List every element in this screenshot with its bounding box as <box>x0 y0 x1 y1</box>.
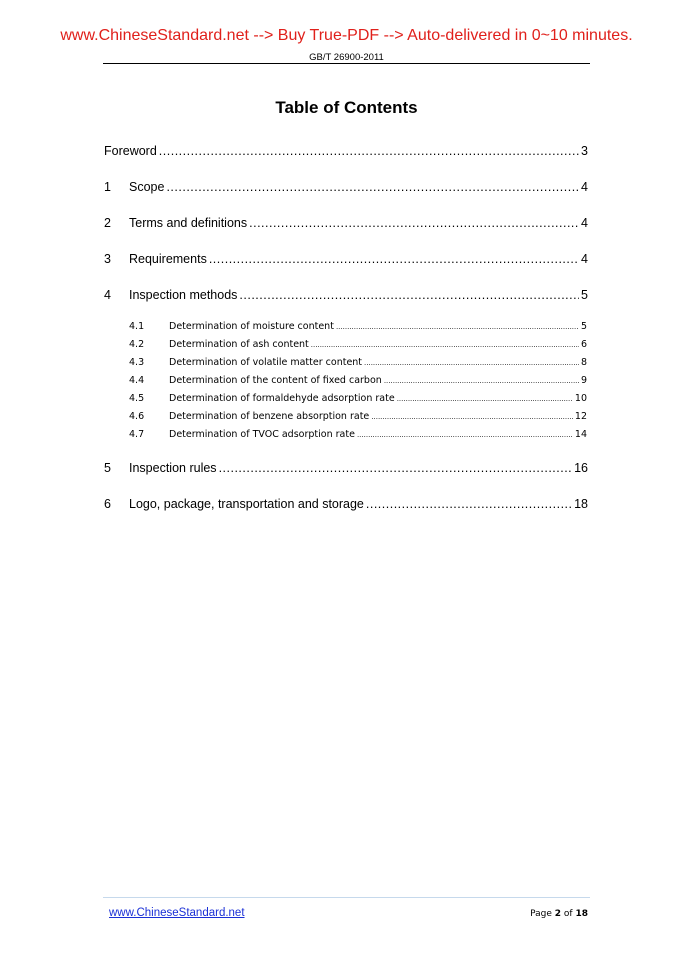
dot-leader <box>219 460 573 476</box>
dot-leader <box>159 143 579 159</box>
toc-subentry-number: 4.4 <box>129 375 145 386</box>
dot-leader <box>366 496 572 512</box>
toc-entry-label: Foreword <box>104 144 157 158</box>
toc-entry-number: 6 <box>104 497 111 511</box>
toc-entry-label: Scope <box>129 180 165 194</box>
dot-leader <box>384 374 579 388</box>
dot-leader <box>209 251 579 267</box>
toc-subentry-number: 4.3 <box>129 357 145 368</box>
dot-leader <box>364 356 579 370</box>
toc-subentry-number: 4.6 <box>129 411 145 422</box>
toc-subentry-number: 4.1 <box>129 321 145 332</box>
page-word: Page <box>530 909 552 919</box>
toc-entry-label: Terms and definitions <box>129 216 248 230</box>
toc-subentry-label: Determination of ash content <box>169 339 309 350</box>
toc-subentry-4-4[interactable] <box>129 374 587 388</box>
toc-entry-inspection-rules[interactable] <box>104 460 588 476</box>
toc-subentry-page: 14 <box>574 429 587 440</box>
toc-subentry-number: 4.7 <box>129 429 145 440</box>
header-banner[interactable]: www.ChineseStandard.net --> Buy True-PDF --> Auto-delivered in 0~10 minutes. <box>60 27 633 44</box>
page-current: 2 <box>554 909 562 919</box>
toc-entry-page: 5 <box>581 288 588 302</box>
toc-subentry-page: 6 <box>580 339 587 350</box>
toc-entry-number: 2 <box>104 216 111 230</box>
toc-subentry-label: Determination of volatile matter content <box>169 357 363 368</box>
toc-entry-foreword[interactable] <box>104 143 588 159</box>
toc-entry-number: 4 <box>104 288 111 302</box>
toc-subentry-number: 4.2 <box>129 339 145 350</box>
toc-entry-inspection-methods[interactable] <box>104 287 588 303</box>
dot-leader <box>166 179 579 195</box>
toc-subentry-4-3[interactable] <box>129 356 587 370</box>
toc-entry-label: Requirements <box>129 252 207 266</box>
toc-entry-number: 3 <box>104 252 111 266</box>
toc-entry-scope[interactable] <box>104 179 588 195</box>
page-number <box>530 909 588 919</box>
footer-divider <box>103 897 590 898</box>
toc-subentry-label: Determination of formaldehyde adsorption rate <box>169 393 395 404</box>
toc-subentry-page: 12 <box>574 411 587 422</box>
page-title: Table of Contents <box>275 98 418 117</box>
toc-entry-page: 18 <box>574 497 588 511</box>
standard-code: GB/T 26900-2011 <box>309 52 384 63</box>
toc-subentry-4-6[interactable] <box>129 410 587 424</box>
toc-subentry-4-7[interactable] <box>129 428 587 442</box>
toc-entry-label: Inspection methods <box>129 288 238 302</box>
dot-leader <box>357 428 573 442</box>
toc-entry-page: 4 <box>581 216 588 230</box>
toc-subentry-label: Determination of the content of fixed carbon <box>169 375 382 386</box>
toc-entry-number: 1 <box>104 180 111 194</box>
toc-entry-label: Logo, package, transportation and storage <box>129 497 364 511</box>
toc-subentry-label: Determination of benzene absorption rate <box>169 411 370 422</box>
toc-entry-number: 5 <box>104 461 111 475</box>
toc-subentry-label: Determination of moisture content <box>169 321 334 332</box>
footer-website-link[interactable]: www.ChineseStandard.net <box>109 907 245 919</box>
toc-subentry-label: Determination of TVOC adsorption rate <box>169 429 355 440</box>
toc-entry-page: 3 <box>581 144 588 158</box>
toc-entry-page: 16 <box>574 461 588 475</box>
toc-entry-terms[interactable] <box>104 215 588 231</box>
toc-entry-logo-package[interactable] <box>104 496 588 512</box>
page-of: of <box>563 909 573 919</box>
dot-leader <box>371 410 573 424</box>
toc-subentry-page: 9 <box>580 375 587 386</box>
header-divider <box>103 63 590 64</box>
toc-subentry-number: 4.5 <box>129 393 145 404</box>
toc-entry-requirements[interactable] <box>104 251 588 267</box>
dot-leader <box>311 338 579 352</box>
toc-entry-label: Inspection rules <box>129 461 217 475</box>
toc-subentry-page: 8 <box>580 357 587 368</box>
dot-leader <box>239 287 579 303</box>
toc-entry-page: 4 <box>581 252 588 266</box>
page-total: 18 <box>575 909 588 919</box>
dot-leader <box>249 215 579 231</box>
toc-subentry-page: 10 <box>574 393 587 404</box>
toc-subentry-4-2[interactable] <box>129 338 587 352</box>
dot-leader <box>397 392 573 406</box>
dot-leader <box>336 320 579 334</box>
toc-entry-page: 4 <box>581 180 588 194</box>
toc-subentry-page: 5 <box>580 321 587 332</box>
toc-subentry-4-1[interactable] <box>129 320 587 334</box>
toc-subentry-4-5[interactable] <box>129 392 587 406</box>
